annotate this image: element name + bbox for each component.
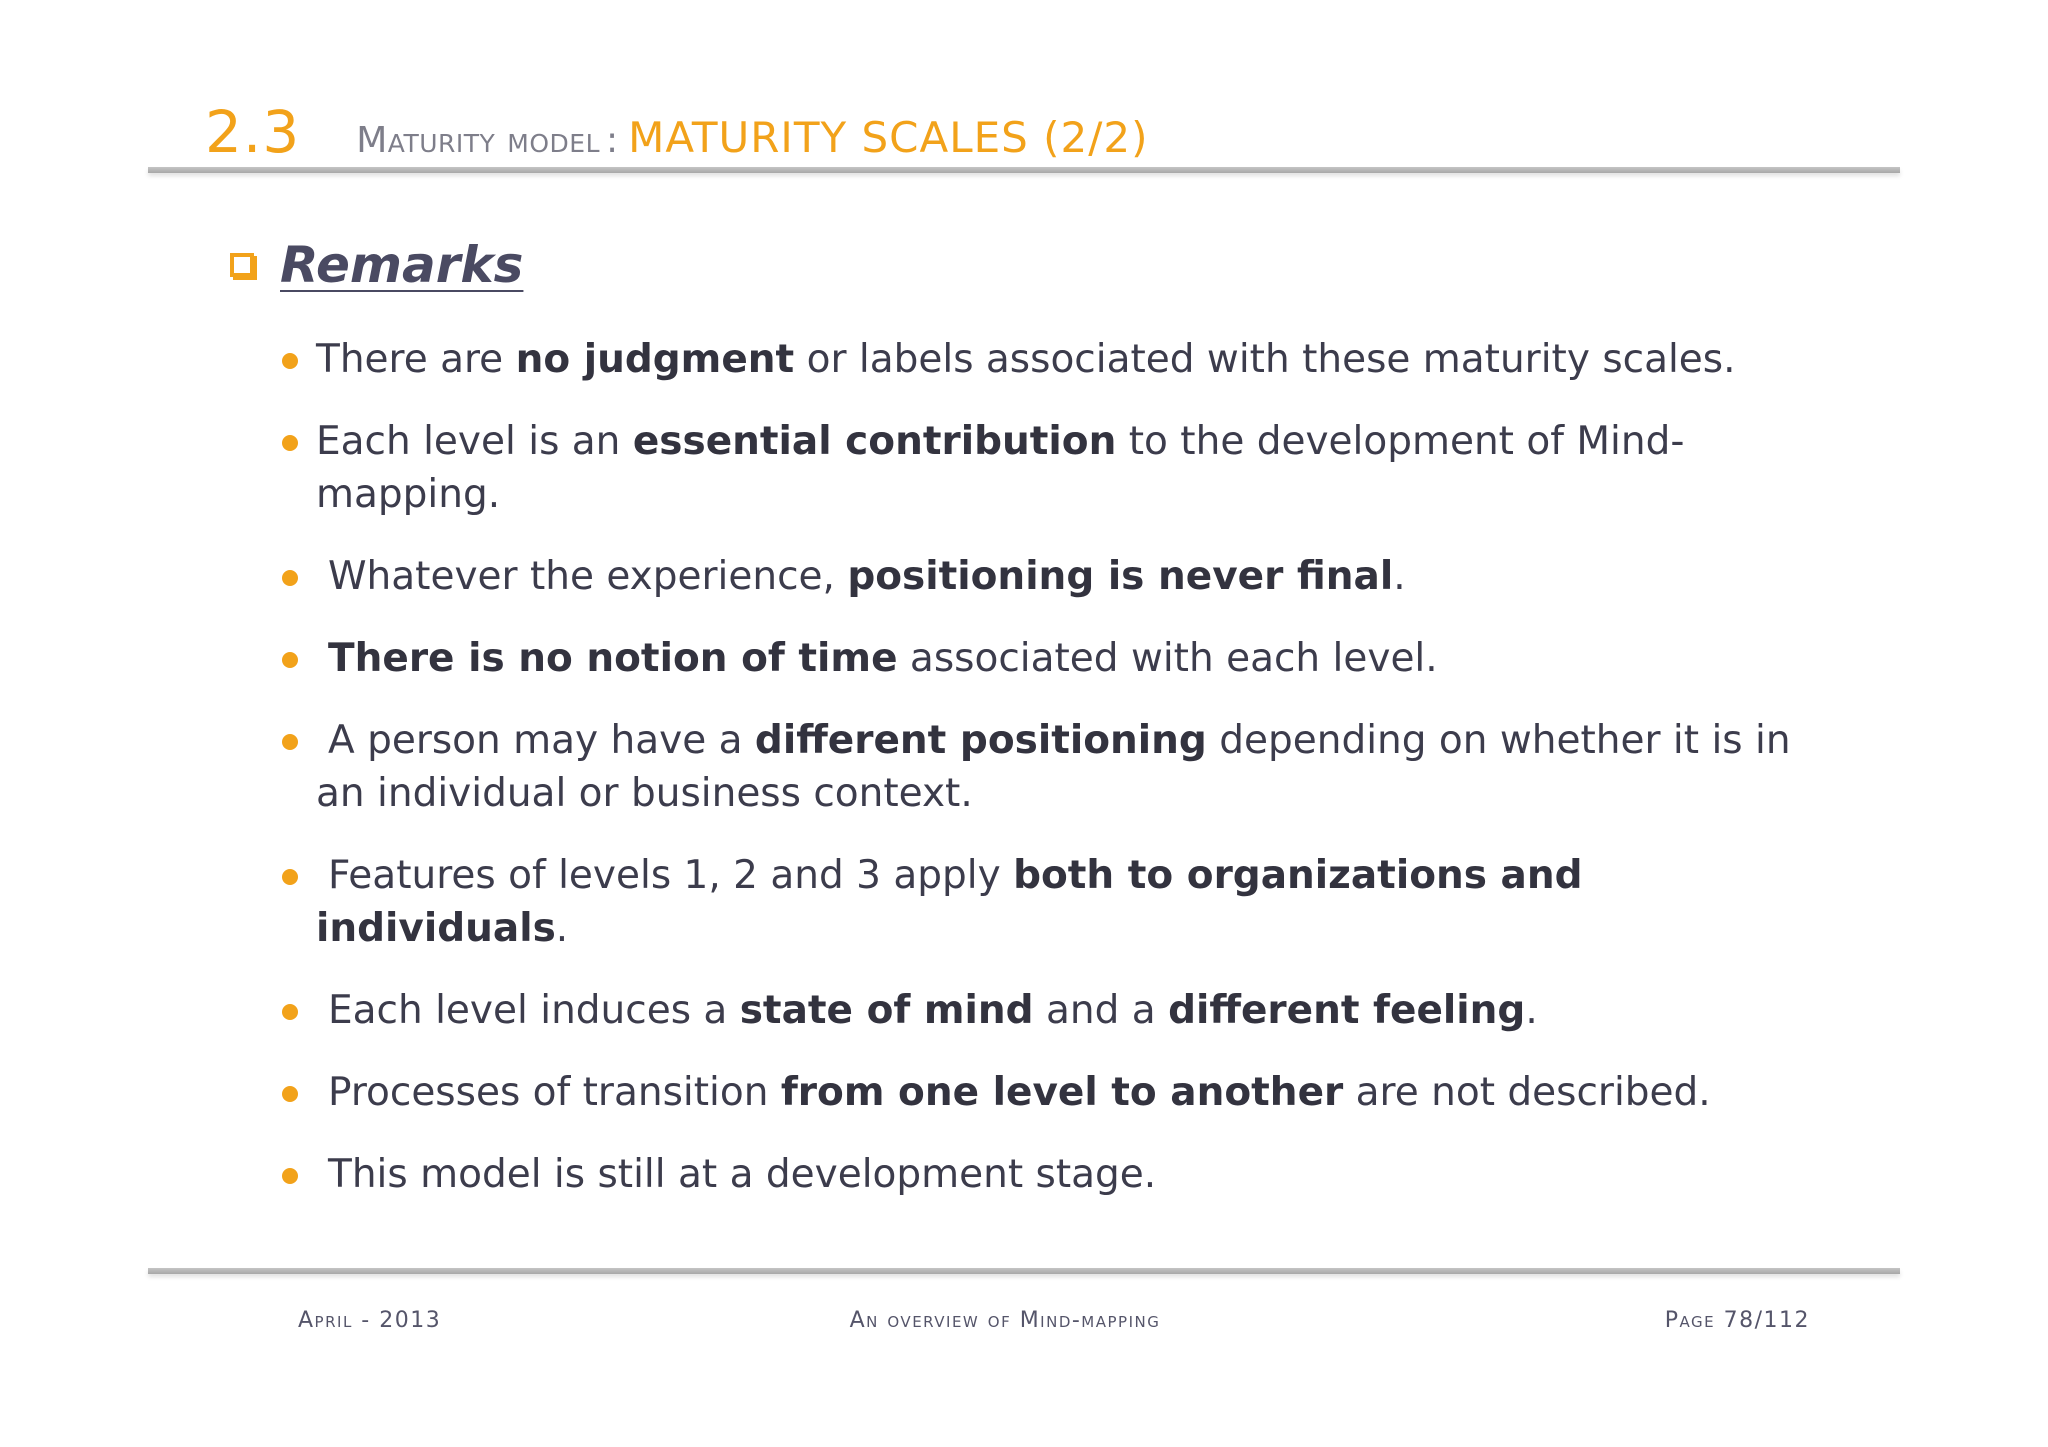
- bullet-text-part: are not described.: [1343, 1070, 1711, 1115]
- bullet-text: [316, 853, 1583, 951]
- bullet-text-part: to the development of Mind-mapping.: [316, 419, 1685, 517]
- bullet-item: [282, 550, 1842, 603]
- bullet-item: [282, 333, 1842, 386]
- bullet-text-part: .: [1525, 988, 1538, 1033]
- bullet-item: [282, 415, 1842, 521]
- bullet-item: [282, 714, 1842, 820]
- bullet-text: [316, 718, 1791, 816]
- bullet-text: [316, 636, 1438, 681]
- bullet-dot-icon: [282, 869, 298, 885]
- remarks-heading: [230, 236, 523, 294]
- bullet-emphasis: There is no notion of time: [328, 636, 898, 681]
- bullet-text-part: This model is still at a development stage.: [328, 1152, 1157, 1197]
- bullet-text-part: Each level is an: [316, 419, 633, 464]
- bullet-dot-icon: [282, 1086, 298, 1102]
- bullet-item: [282, 984, 1842, 1037]
- bullet-list: [282, 333, 1842, 1230]
- bullet-text-part: depending on whether it is in an individual or business context.: [316, 718, 1791, 816]
- bullet-text-part: associated with each level.: [897, 636, 1438, 681]
- bullet-dot-icon: [282, 652, 298, 668]
- footer-date: April - 2013: [298, 1308, 442, 1333]
- bullet-dot-icon: [282, 734, 298, 750]
- bullet-dot-icon: [282, 435, 298, 451]
- bullet-emphasis: from one level to another: [780, 1070, 1344, 1115]
- slide-header: [205, 98, 1149, 168]
- footer-page-number: Page 78/112: [1664, 1308, 1810, 1333]
- bullet-text: [316, 1152, 1156, 1197]
- bullet-text-part: .: [1393, 554, 1406, 599]
- bullet-item: [282, 1148, 1842, 1201]
- bullet-item: [282, 849, 1842, 955]
- bullet-emphasis: both to organizations and individuals: [316, 853, 1583, 951]
- bullet-text-part: Whatever the experience,: [328, 554, 848, 599]
- checkbox-icon: [230, 253, 254, 277]
- bullet-emphasis: different positioning: [754, 718, 1207, 763]
- bullet-emphasis: state of mind: [739, 988, 1034, 1033]
- bullet-text-part: and a: [1033, 988, 1169, 1033]
- bullet-text-part: Features of levels 1, 2 and 3 apply: [328, 853, 1014, 898]
- bullet-dot-icon: [282, 353, 298, 369]
- bullet-text-part: or labels associated with these maturity scales.: [794, 337, 1736, 382]
- bullet-text: [316, 419, 1684, 517]
- bullet-dot-icon: [282, 1004, 298, 1020]
- title-prefix: Maturity model: [356, 120, 600, 161]
- bullet-emphasis: positioning is never final: [847, 554, 1394, 599]
- bullet-text-part: Each level induces a: [328, 988, 740, 1033]
- bullet-text-part: .: [555, 906, 569, 951]
- footer-divider: [148, 1268, 1900, 1274]
- bullet-emphasis: different feeling: [1168, 988, 1526, 1033]
- title-separator: :: [606, 120, 619, 161]
- bullet-dot-icon: [282, 570, 298, 586]
- bullet-emphasis: no judgment: [515, 337, 795, 382]
- section-number: 2.3: [205, 98, 301, 166]
- remarks-title: Remarks: [280, 236, 524, 294]
- bullet-dot-icon: [282, 1168, 298, 1184]
- bullet-emphasis: essential contribution: [632, 419, 1117, 464]
- bullet-text-part: A person may have a: [328, 718, 755, 763]
- bullet-item: [282, 1066, 1842, 1119]
- bullet-text-part: Processes of transition: [328, 1070, 781, 1115]
- header-divider: [148, 167, 1900, 173]
- bullet-text-part: There are: [316, 337, 516, 382]
- footer-title: An overview of Mind-mapping: [849, 1308, 1161, 1333]
- bullet-text: [316, 1070, 1711, 1115]
- bullet-text: [316, 337, 1736, 382]
- bullet-text: [316, 554, 1406, 599]
- bullet-item: [282, 632, 1842, 685]
- bullet-text: [316, 988, 1538, 1033]
- slide-title: MATURITY SCALES (2/2): [628, 113, 1149, 162]
